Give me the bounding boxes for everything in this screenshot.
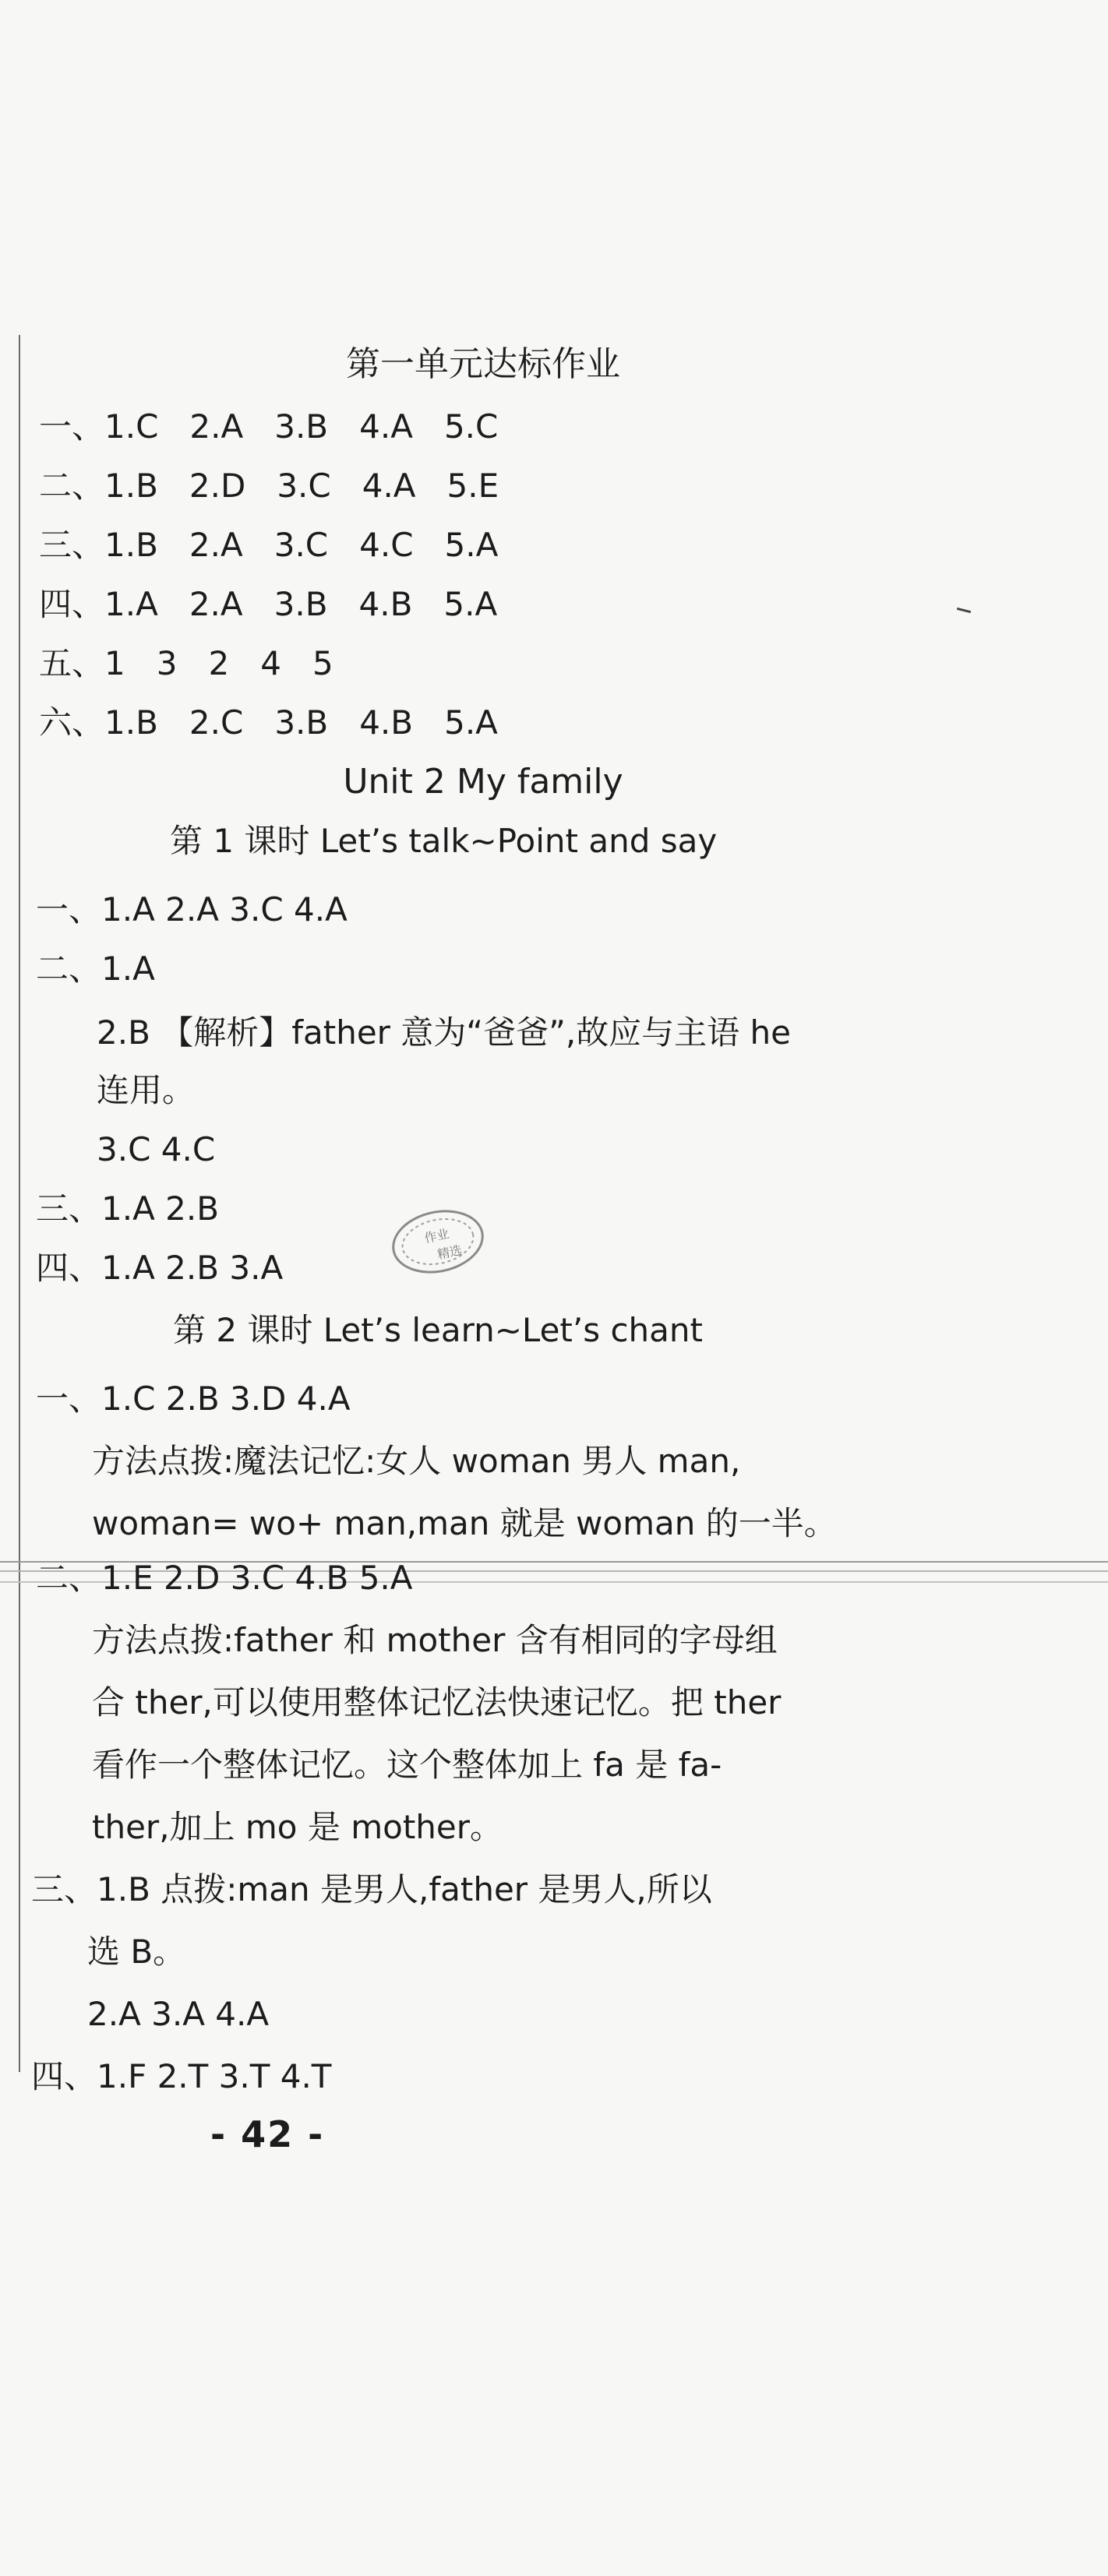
answer: 5.C [443,407,499,446]
section-title: 第一单元达标作业 [346,344,620,384]
unit1-row-4 [39,583,497,626]
answer: 1.B [104,526,158,564]
stamp-text-top: 作业 [422,1226,451,1246]
lesson1-q2-analysis-cont: 连用。 [97,1071,196,1109]
row-number: 五、 [39,644,105,682]
answer: 4.B [359,703,414,742]
unit1-row-1 [39,405,498,449]
answer: 3.B [273,585,328,623]
row-number: 二、 [39,467,105,505]
answer: 4.B [358,585,413,623]
lesson1-q2: 二、1.A [36,950,155,988]
answer: 1.A [104,585,158,623]
answer: 3.B [274,703,329,742]
answer: 3.B [274,407,329,446]
answer: 5.A [443,585,498,623]
lesson1-q1: 一、1.A 2.A 3.C 4.A [36,890,348,929]
lesson2-q2: 二、1.E 2.D 3.C 4.B 5.A [36,1559,413,1597]
lesson2-tip2-line3: 看作一个整体记忆。这个整体加上 fa 是 fa- [92,1746,722,1784]
lesson2-q4: 四、1.F 2.T 3.T 4.T [31,2057,332,2095]
answer: 3.C [277,467,331,505]
lesson2-title: 第 2 课时 Let’s learn~Let’s chant [173,1311,703,1349]
lesson2-q3: 三、1.B 点拨:man 是男人,father 是男人,所以 [31,1870,712,1908]
unit1-row-3 [39,523,498,567]
unit1-row-6 [39,701,498,745]
answer: 5.A [444,703,498,742]
answer: 2 [208,644,230,682]
answer: 5.E [446,467,499,505]
answer: 4.A [359,407,413,446]
lesson1-q4: 四、1.A 2.B 3.A [36,1249,284,1287]
lesson1-title: 第 1 课时 Let’s talk~Point and say [170,822,718,860]
answer: 1 [104,644,125,682]
answer: 2.A [189,526,243,564]
lesson2-q3-cont: 选 B。 [87,1933,186,1971]
unit1-row-2 [39,464,499,508]
lesson1-q2-analysis: 2.B 【解析】father 意为“爸爸”,故应与主语 he [97,1013,791,1052]
answer: 4.C [359,526,414,564]
answer: 5 [312,644,333,682]
watermark-stamp-icon [386,1206,489,1277]
answer: 1.C [104,407,159,446]
lesson1-q3: 三、1.A 2.B [36,1189,220,1228]
margin-line [19,335,20,2072]
row-number: 三、 [39,526,105,564]
answer: 4.A [362,467,416,505]
lesson2-tip1-line2: woman= wo+ man,man 就是 woman 的一半。 [92,1504,837,1542]
answer: 3 [156,644,178,682]
answer: 5.A [444,526,499,564]
lesson2-tip2-line1: 方法点拨:father 和 mother 含有相同的字母组 [92,1621,778,1659]
unit1-row-5 [39,642,333,685]
lesson2-tip1-line1: 方法点拨:魔法记忆:女人 woman 男人 man, [92,1442,741,1480]
answer: 2.A [189,585,243,623]
stamp-text-bottom: 精选 [436,1242,464,1263]
lesson2-q3-rest: 2.A 3.A 4.A [87,1995,270,2033]
answer: 4 [260,644,281,682]
answer: 2.C [189,703,244,742]
lesson1-q2-rest: 3.C 4.C [97,1130,216,1168]
answer: 3.C [273,526,329,564]
row-number: 四、 [39,585,105,623]
row-number: 一、 [39,407,105,446]
answer: 2.D [189,467,246,505]
answer: 2.A [189,407,244,446]
lesson2-tip2-line2: 合 ther,可以使用整体记忆法快速记忆。把 ther [92,1683,782,1721]
lesson2-q1: 一、1.C 2.B 3.D 4.A [36,1380,351,1418]
page-number: - 42 - [210,2113,325,2155]
lesson2-tip2-line4: ther,加上 mo 是 mother。 [92,1808,503,1846]
row-number: 六、 [39,703,105,742]
answer: 1.B [104,467,158,505]
unit2-title: Unit 2 My family [343,762,623,802]
answer: 1.B [104,703,158,742]
stray-mark [957,608,971,613]
